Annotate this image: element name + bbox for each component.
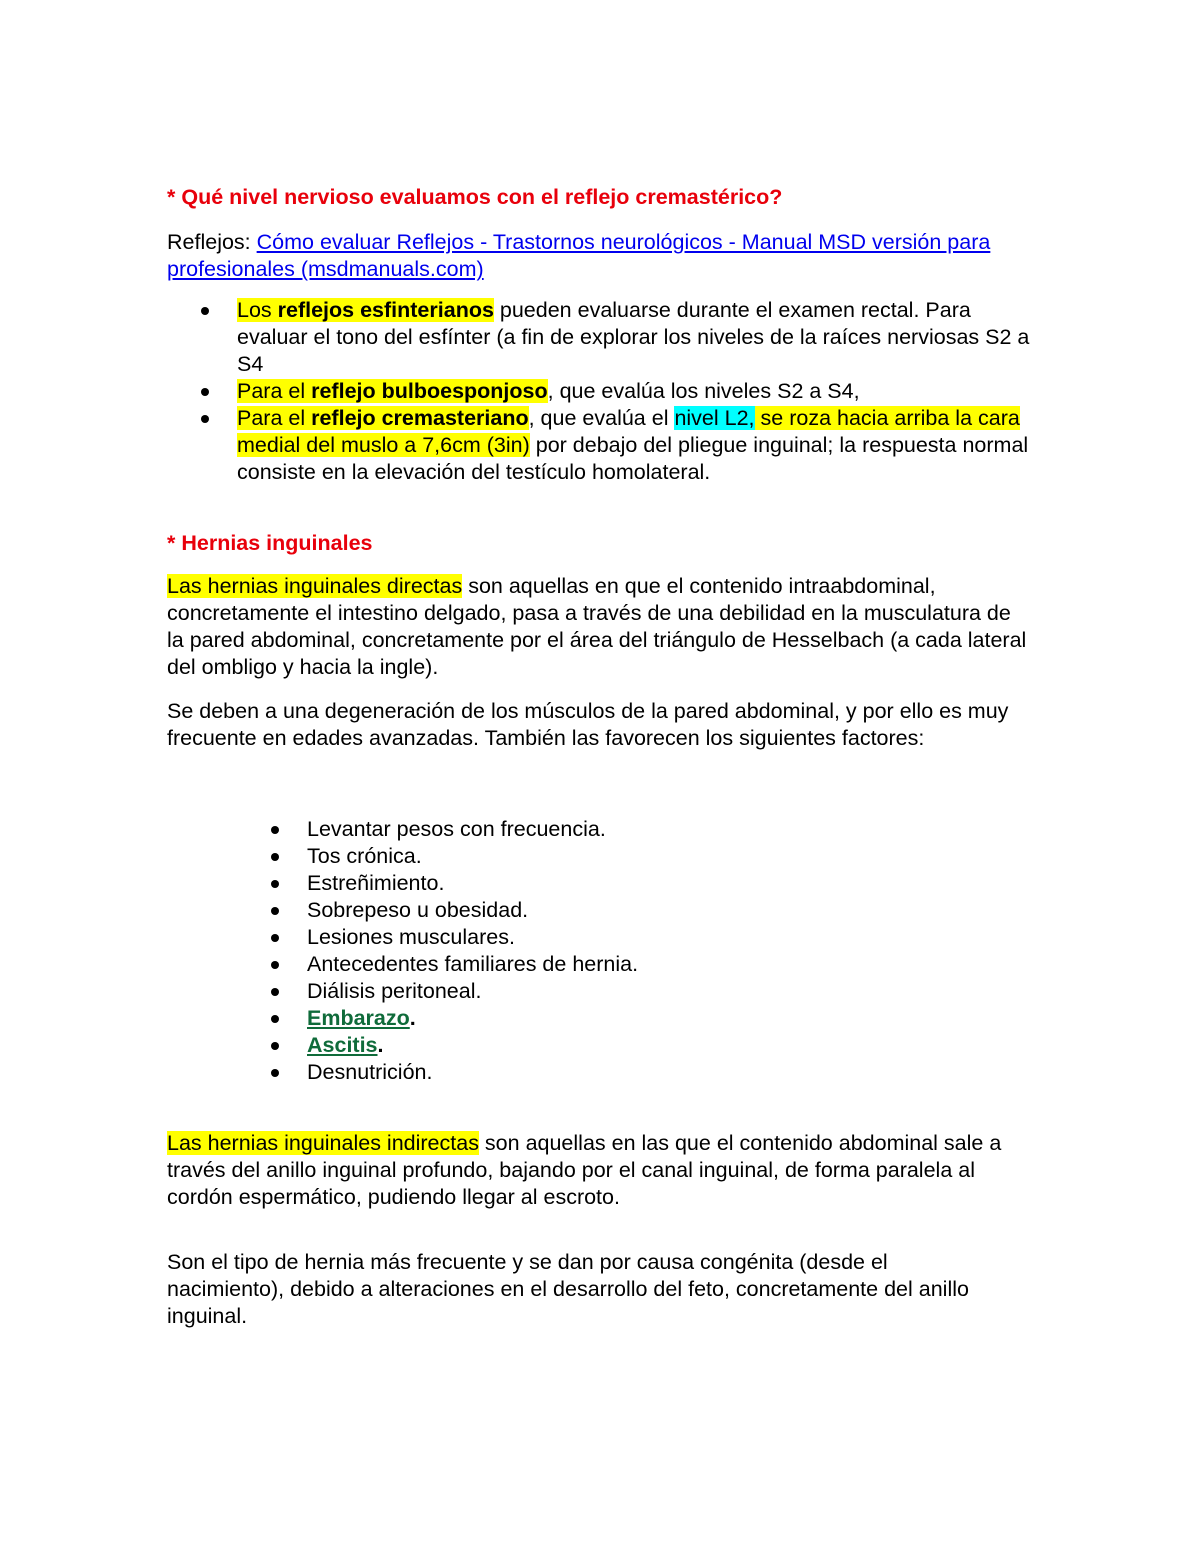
msd-manual-link[interactable]: Cómo evaluar Reflejos - Trastornos neurológicos - Manual MSD versión para profesionales (msdmanuals.com) [167,230,991,281]
embarazo-link[interactable]: Embarazo [307,1006,410,1030]
section-heading-reflex: * Qué nivel nervioso evaluamos con el reflejo cremastérico? [167,185,783,209]
paragraph-frequency: Son el tipo de hernia más frecuente y se dan por causa congénita (desde el nacimiento), debido a alteraciones en el desarrollo del feto, concretamente del anillo inguinal. [167,1250,969,1328]
list-item: Para el reflejo cremasteriano, que evalúa el nivel L2, se roza hacia arriba la cara medial del muslo a 7,6cm (3in) por debajo del pliegue inguinal; la respuesta normal consiste en la elevación del testículo homolateral. [167,405,1047,486]
ascitis-link[interactable]: Ascitis [307,1033,378,1057]
paragraph-direct-hernias: Las hernias inguinales directas son aquellas en que el contenido intraabdominal, concretamente el intestino delgado, pasa a través de una debilidad en la musculatura de la pared abdominal, concretamente por el área del triángulo de Hesselbach (a cada lateral del ombligo y hacia la ingle). [167,574,1027,679]
risk-factors-list [167,816,867,1086]
reflex-bullet-list [167,297,1047,486]
list-item: Lesiones musculares. [167,924,867,951]
reference-label: Reflejos: [167,230,257,254]
list-item: Los reflejos esfinterianos pueden evaluarse durante el examen rectal. Para evaluar el tono del esfínter (a fin de explorar los niveles de la raíces nerviosas S2 a S4 [167,297,1047,378]
reference-paragraph [167,229,1047,283]
list-item: Antecedentes familiares de hernia. [167,951,867,978]
paragraph-indirect-hernias: Las hernias inguinales indirectas son aquellas en las que el contenido abdominal sale a través del anillo inguinal profundo, bajando por el canal inguinal, de forma paralela al cordón espermático, pudiendo llegar al escroto. [167,1131,1002,1209]
list-item: Estreñimiento. [167,870,867,897]
list-item: Ascitis. [167,1032,867,1059]
list-item: Levantar pesos con frecuencia. [167,816,867,843]
paragraph-causes: Se deben a una degeneración de los músculos de la pared abdominal, y por ello es muy frecuente en edades avanzadas. También las favorecen los siguientes factores: [167,699,1009,750]
section-heading-hernias: * Hernias inguinales [167,531,373,555]
list-item: Embarazo. [167,1005,867,1032]
list-item: Sobrepeso u obesidad. [167,897,867,924]
list-item: Diálisis peritoneal. [167,978,867,1005]
list-item: Para el reflejo bulboesponjoso, que evalúa los niveles S2 a S4, [167,378,1047,405]
list-item: Desnutrición. [167,1059,867,1086]
list-item: Tos crónica. [167,843,867,870]
